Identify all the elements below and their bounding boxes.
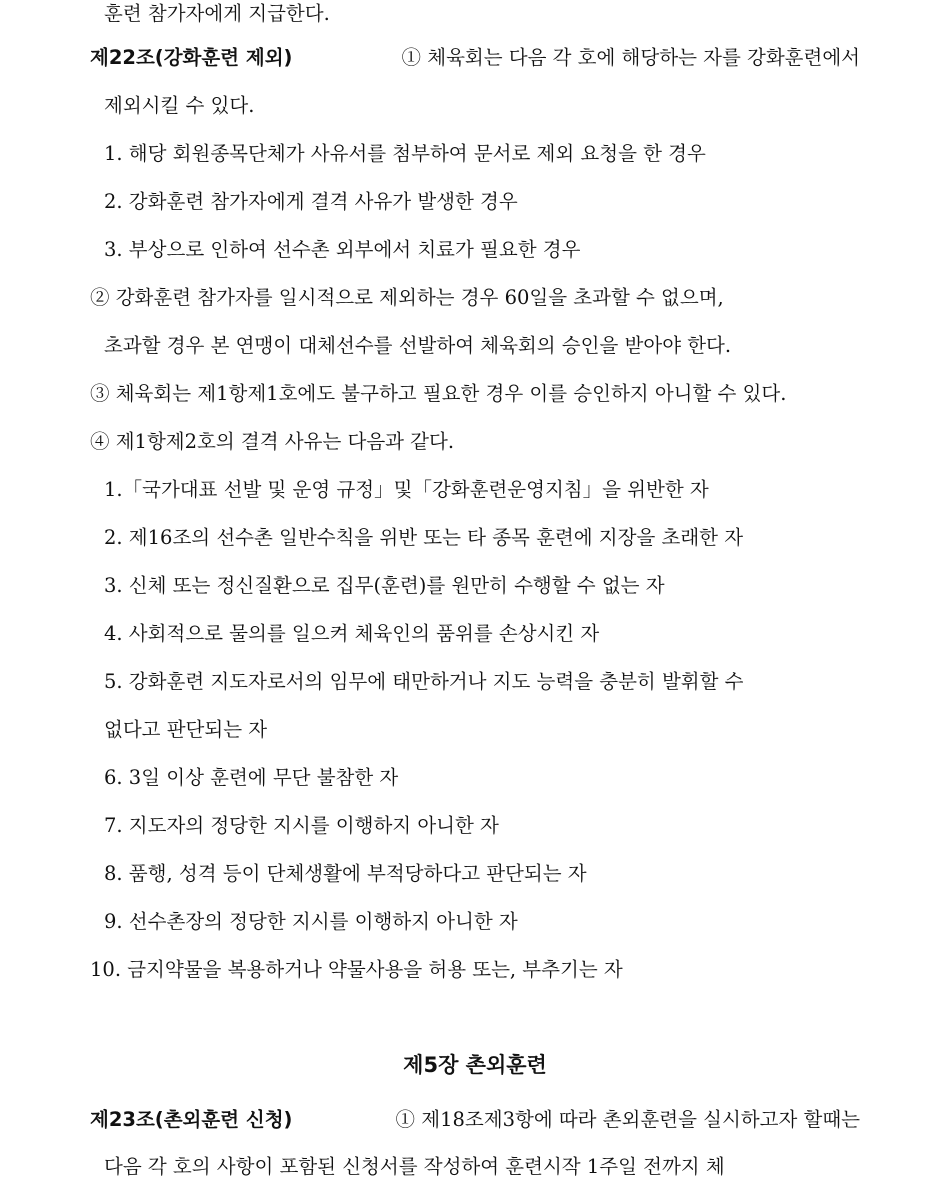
list-item: 1. 해당 회원종목단체가 사유서를 첨부하여 문서로 제외 요청을 한 경우 [104,142,706,165]
chapter-heading: 제5장 촌외훈련 [403,1053,547,1077]
text-line: 제외시킬 수 있다. [104,94,255,117]
text-line: 훈련 참가자에게 지급한다. [104,2,330,25]
article-22-title: 제22조(강화훈련 제외) [90,46,293,69]
list-item: 7. 지도자의 정당한 지시를 이행하지 아니한 자 [104,814,499,837]
article-23-clause-1: ① 제18조제3항에 따라 촌외훈련을 실시하고자 할때는 [395,1108,860,1131]
list-item: 4. 사회적으로 물의를 일으켜 체육인의 품위를 손상시킨 자 [104,622,600,645]
list-item: 9. 선수촌장의 정당한 지시를 이행하지 아니한 자 [104,910,518,933]
text-line: ② 강화훈련 참가자를 일시적으로 제외하는 경우 60일을 초과할 수 없으며, [90,286,724,309]
list-item: 8. 품행, 성격 등이 단체생활에 부적당하다고 판단되는 자 [104,862,587,885]
list-item: 5. 강화훈련 지도자로서의 임무에 태만하거나 지도 능력을 충분히 발휘할 수 [104,670,744,693]
text-line: 초과할 경우 본 연맹이 대체선수를 선발하여 체육회의 승인을 받아야 한다. [104,334,732,357]
article-22-header [90,44,860,72]
list-item: 2. 제16조의 선수촌 일반수칙을 위반 또는 타 종목 훈련에 지장을 초래한 자 [104,526,744,549]
article-22-clause-1: ① 체육회는 다음 각 호에 해당하는 자를 강화훈련에서 [401,46,860,69]
list-item: 2. 강화훈련 참가자에게 결격 사유가 발생한 경우 [104,190,518,213]
article-22-clause-4: ④ 제1항제2호의 결격 사유는 다음과 같다. [90,430,455,453]
list-item: 3. 신체 또는 정신질환으로 집무(훈련)를 원만히 수행할 수 없는 자 [104,574,665,597]
article-23-title: 제23조(촌외훈련 신청) [90,1108,293,1131]
list-item: 6. 3일 이상 훈련에 무단 불참한 자 [104,766,399,789]
list-item: 1.「국가대표 선발 및 운영 규정」및「강화훈련운영지침」을 위반한 자 [104,478,709,501]
list-item: 10. 금지약물을 복용하거나 약물사용을 허용 또는, 부추기는 자 [90,958,623,981]
text-line: 없다고 판단되는 자 [104,718,268,741]
article-22-clause-2 [90,284,860,312]
article-23-header [90,1106,860,1134]
article-22-clause-3: ③ 체육회는 제1항제1호에도 불구하고 필요한 경우 이를 승인하지 아니할 수 있다. [90,382,787,405]
list-item: 3. 부상으로 인하여 선수촌 외부에서 치료가 필요한 경우 [104,238,581,261]
text-line: 다음 각 호의 사항이 포함된 신청서를 작성하여 훈련시작 1주일 전까지 체 [104,1155,725,1178]
